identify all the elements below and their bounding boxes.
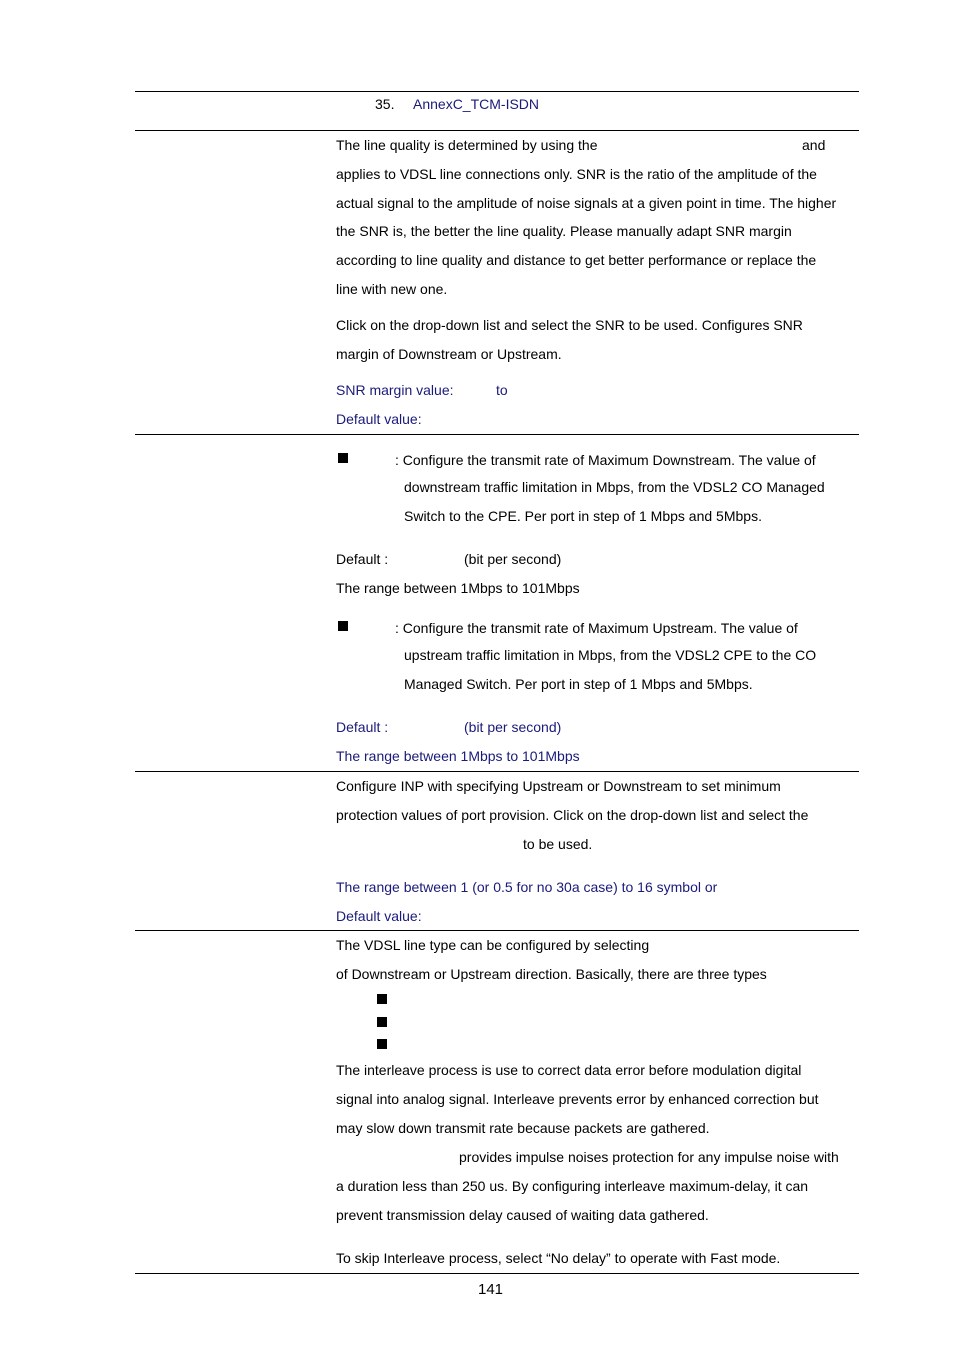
linetype-description-line: of Downstream or Upstream direction. Basically, there are three types <box>336 966 767 982</box>
upstream-rate-line: Managed Switch. Per port in step of 1 Mbps and 5Mbps. <box>404 676 753 692</box>
snr-range-to: to <box>496 382 508 398</box>
snr-instruction-line: Click on the drop-down list and select the SNR to be used. Configures SNR <box>336 317 803 333</box>
square-bullet-icon <box>377 994 387 1004</box>
divider <box>135 771 859 772</box>
inp-default-label: Default value: <box>336 908 422 924</box>
divider <box>135 130 859 131</box>
square-bullet-icon <box>338 621 348 631</box>
upstream-default-label: Default : <box>336 719 389 735</box>
inp-description-line: to be used. <box>523 836 593 852</box>
interleave-description-line: The interleave process is use to correct data error before modulation digital <box>336 1062 802 1078</box>
upstream-range: The range between 1Mbps to 101Mbps <box>336 748 580 764</box>
snr-description-line: line with new one. <box>336 281 448 297</box>
upstream-default-unit: (bit per second) <box>464 719 562 735</box>
square-bullet-icon <box>377 1017 387 1027</box>
downstream-range: The range between 1Mbps to 101Mbps <box>336 580 580 596</box>
square-bullet-icon <box>377 1039 387 1049</box>
inp-range: The range between 1 (or 0.5 for no 30a case) to 16 symbol or <box>336 879 718 895</box>
page-number: 141 <box>478 1281 504 1298</box>
interleave-protection-line: prevent transmission delay caused of waiting data gathered. <box>336 1207 709 1223</box>
divider <box>135 1273 859 1274</box>
snr-description-line: applies to VDSL line connections only. SNR is the ratio of the amplitude of the <box>336 166 817 182</box>
snr-range-label: SNR margin value: <box>336 382 454 398</box>
snr-description-and: and <box>802 137 826 153</box>
square-bullet-icon <box>338 453 348 463</box>
interleave-description-line: may slow down transmit rate because packets are gathered. <box>336 1120 710 1136</box>
list-number: 35. <box>375 96 395 112</box>
upstream-rate-line: upstream traffic limitation in Mbps, from the VDSL2 CPE to the CO <box>404 647 817 663</box>
snr-description-line: according to line quality and distance to get better performance or replace the <box>336 252 817 268</box>
linetype-description-line: The VDSL line type can be configured by selecting <box>336 937 650 953</box>
inp-description-line: protection values of port provision. Click on the drop-down list and select the <box>336 807 809 823</box>
snr-description-line: actual signal to the amplitude of noise signals at a given point in time. The higher <box>336 195 837 211</box>
snr-default-label: Default value: <box>336 411 422 427</box>
snr-instruction-line: margin of Downstream or Upstream. <box>336 346 562 362</box>
downstream-rate-line: Switch to the CPE. Per port in step of 1 Mbps and 5Mbps. <box>404 508 762 524</box>
fast-mode-note: To skip Interleave process, select “No delay” to operate with Fast mode. <box>336 1250 781 1266</box>
divider <box>135 930 859 931</box>
snr-description-line: The line quality is determined by using the <box>336 137 598 153</box>
downstream-rate-line: downstream traffic limitation in Mbps, from the VDSL2 CO Managed <box>404 479 825 495</box>
snr-description-line: the SNR is, the better the line quality. Please manually adapt SNR margin <box>336 223 792 239</box>
downstream-default-unit: (bit per second) <box>464 551 562 567</box>
interleave-protection-line: provides impulse noises protection for any impulse noise with <box>459 1149 839 1165</box>
divider <box>135 434 859 435</box>
downstream-default-label: Default : <box>336 551 389 567</box>
divider <box>135 91 859 92</box>
interleave-protection-line: a duration less than 250 us. By configuring interleave maximum-delay, it can <box>336 1178 809 1194</box>
downstream-rate-line: : Configure the transmit rate of Maximum Downstream. The value of <box>395 452 816 468</box>
upstream-rate-line: : Configure the transmit rate of Maximum Upstream. The value of <box>395 620 798 636</box>
inp-description-line: Configure INP with specifying Upstream or Downstream to set minimum <box>336 778 781 794</box>
list-item-label: AnnexC_TCM-ISDN <box>413 96 540 112</box>
interleave-description-line: signal into analog signal. Interleave prevents error by enhanced correction but <box>336 1091 819 1107</box>
